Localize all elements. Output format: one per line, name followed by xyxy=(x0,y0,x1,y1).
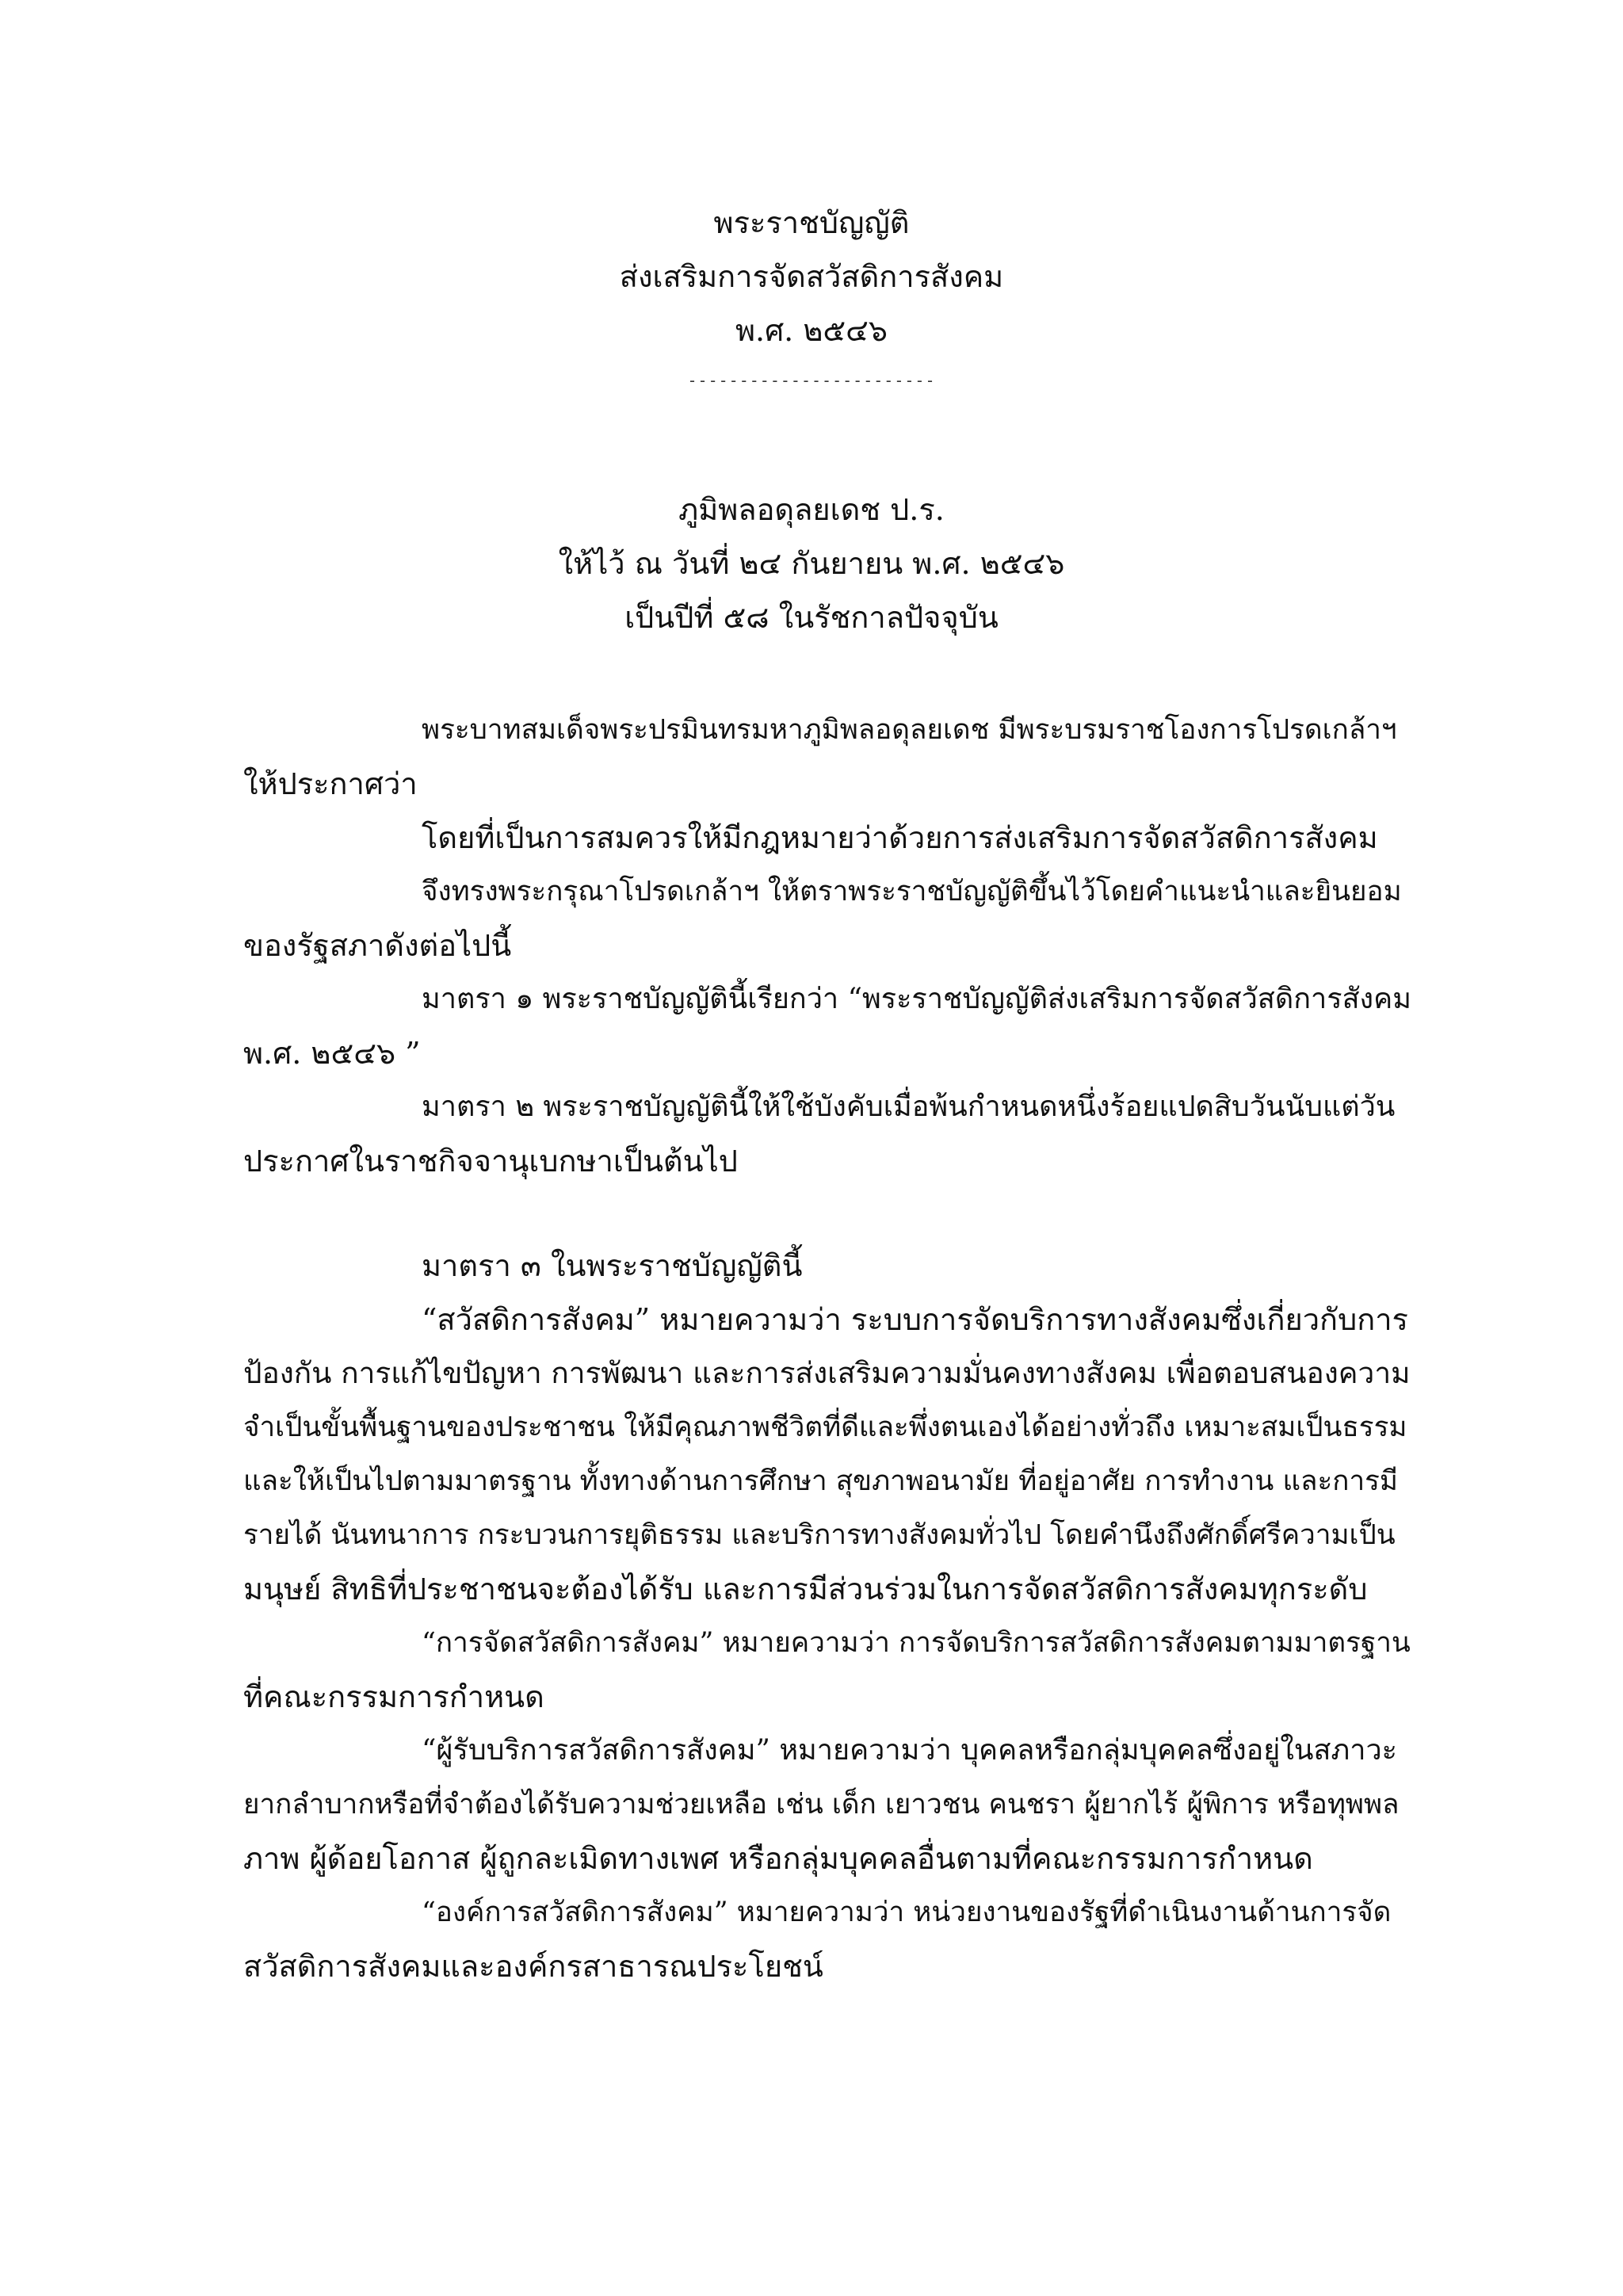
section-3-definitions xyxy=(243,1239,1416,1993)
paragraph-line: สวัสดิการสังคมและองค์กรสาธารณประโยชน์ xyxy=(243,1949,823,1984)
given-date: ให้ไว้ ณ วันที่ ๒๔ กันยายน พ.ศ. ๒๕๔๖ xyxy=(558,546,1065,581)
preamble-and-sections xyxy=(243,703,1416,1188)
paragraph-line: มาตรา ๒ พระราชบัญญัตินี้ให้ใช้บังคับเมื่อพ้นกำหนดหนึ่งร้อยแปดสิบวันนับแต่วัน xyxy=(422,1091,1396,1123)
definition-welfare-provision xyxy=(243,1616,1416,1724)
paragraph-line: มาตรา ๑ พระราชบัญญัตินี้เรียกว่า “พระราชบัญญัติส่งเสริมการจัดสวัสดิการสังคม xyxy=(422,983,1411,1015)
section-3-heading xyxy=(243,1239,1416,1293)
preamble-paragraph-3 xyxy=(243,865,1416,972)
definition-social-welfare xyxy=(243,1293,1416,1616)
section-2 xyxy=(243,1080,1416,1188)
definition-welfare-recipient xyxy=(243,1724,1416,1885)
royal-signature-block xyxy=(0,483,1623,644)
preamble-paragraph-2 xyxy=(243,811,1416,865)
act-year: พ.ศ. ๒๕๔๖ xyxy=(735,313,888,348)
preamble-paragraph-1 xyxy=(243,703,1416,811)
paragraph-line: ของรัฐสภาดังต่อไปนี้ xyxy=(243,928,512,963)
paragraph-line: “การจัดสวัสดิการสังคม” หมายความว่า การจัดบริการสวัสดิการสังคมตามมาตรฐาน xyxy=(422,1627,1411,1659)
paragraph-line: พระบาทสมเด็จพระปรมินทรมหาภูมิพลอดุลยเดช มีพระบรมราชโองการโปรดเกล้าฯ xyxy=(422,714,1397,746)
title-separator: ------------------------ xyxy=(687,371,936,390)
paragraph-line: มาตรา ๓ ในพระราชบัญญัตินี้ xyxy=(422,1248,803,1283)
king-name: ภูมิพลอดุลยเดช ป.ร. xyxy=(678,492,945,527)
act-title: พระราชบัญญัติ xyxy=(713,205,910,240)
paragraph-line: โดยที่เป็นการสมควรให้มีกฎหมายว่าด้วยการส่งเสริมการจัดสวัสดิการสังคม xyxy=(422,820,1378,855)
paragraph-line: มนุษย์ สิทธิที่ประชาชนจะต้องได้รับ และการมีส่วนร่วมในการจัดสวัสดิการสังคมทุกระดับ xyxy=(243,1572,1368,1606)
paragraph-line: ป้องกัน การแก้ไขปัญหา การพัฒนา และการส่งเสริมความมั่นคงทางสังคม เพื่อตอบสนองความ xyxy=(243,1356,1411,1390)
act-subtitle: ส่งเสริมการจัดสวัสดิการสังคม xyxy=(619,259,1004,294)
paragraph-line: ภาพ ผู้ด้อยโอกาส ผู้ถูกละเมิดทางเพศ หรือกลุ่มบุคคลอื่นตามที่คณะกรรมการกำหนด xyxy=(243,1841,1313,1876)
section-1 xyxy=(243,972,1416,1080)
paragraph-line: พ.ศ. ๒๕๔๖ ” xyxy=(243,1036,421,1071)
paragraph-line: จึงทรงพระกรุณาโปรดเกล้าฯ ให้ตราพระราชบัญญัติขึ้นไว้โดยคำแนะนำและยินยอม xyxy=(422,876,1402,907)
paragraph-line: ให้ประกาศว่า xyxy=(243,766,418,801)
paragraph-line: “สวัสดิการสังคม” หมายความว่า ระบบการจัดบริการทางสังคมซึ่งเกี่ยวกับการ xyxy=(422,1302,1408,1337)
paragraph-line: ยากลำบากหรือที่จำต้องได้รับความช่วยเหลือ เช่น เด็ก เยาวชน คนชรา ผู้ยากไร้ ผู้พิการ หรือทุพพล xyxy=(243,1789,1400,1820)
paragraph-line: “องค์การสวัสดิการสังคม” หมายความว่า หน่วยงานของรัฐที่ดำเนินงานด้านการจัด xyxy=(422,1897,1392,1928)
act-title-block xyxy=(0,196,1623,357)
definition-welfare-organization xyxy=(243,1885,1416,1993)
reign-year: เป็นปีที่ ๕๘ ในรัชกาลปัจจุบัน xyxy=(624,600,999,635)
paragraph-line: จำเป็นขั้นพื้นฐานของประชาชน ให้มีคุณภาพชีวิตที่ดีและพึ่งตนเองได้อย่างทั่วถึง เหมาะสมเป็นธรรม xyxy=(243,1412,1407,1443)
paragraph-line: และให้เป็นไปตามมาตรฐาน ทั้งทางด้านการศึกษา สุขภาพอนามัย ที่อยู่อาศัย การทำงาน และการมี xyxy=(243,1465,1398,1497)
paragraph-line: รายได้ นันทนาการ กระบวนการยุติธรรม และบริการทางสังคมทั่วไป โดยคำนึงถึงศักดิ์ศรีความเป็น xyxy=(243,1519,1396,1551)
paragraph-line: “ผู้รับบริการสวัสดิการสังคม” หมายความว่า บุคคลหรือกลุ่มบุคคลซึ่งอยู่ในสภาวะ xyxy=(422,1734,1398,1767)
paragraph-line: ที่คณะกรรมการกำหนด xyxy=(243,1679,544,1714)
paragraph-line: ประกาศในราชกิจจานุเบกษาเป็นต้นไป xyxy=(243,1144,738,1179)
